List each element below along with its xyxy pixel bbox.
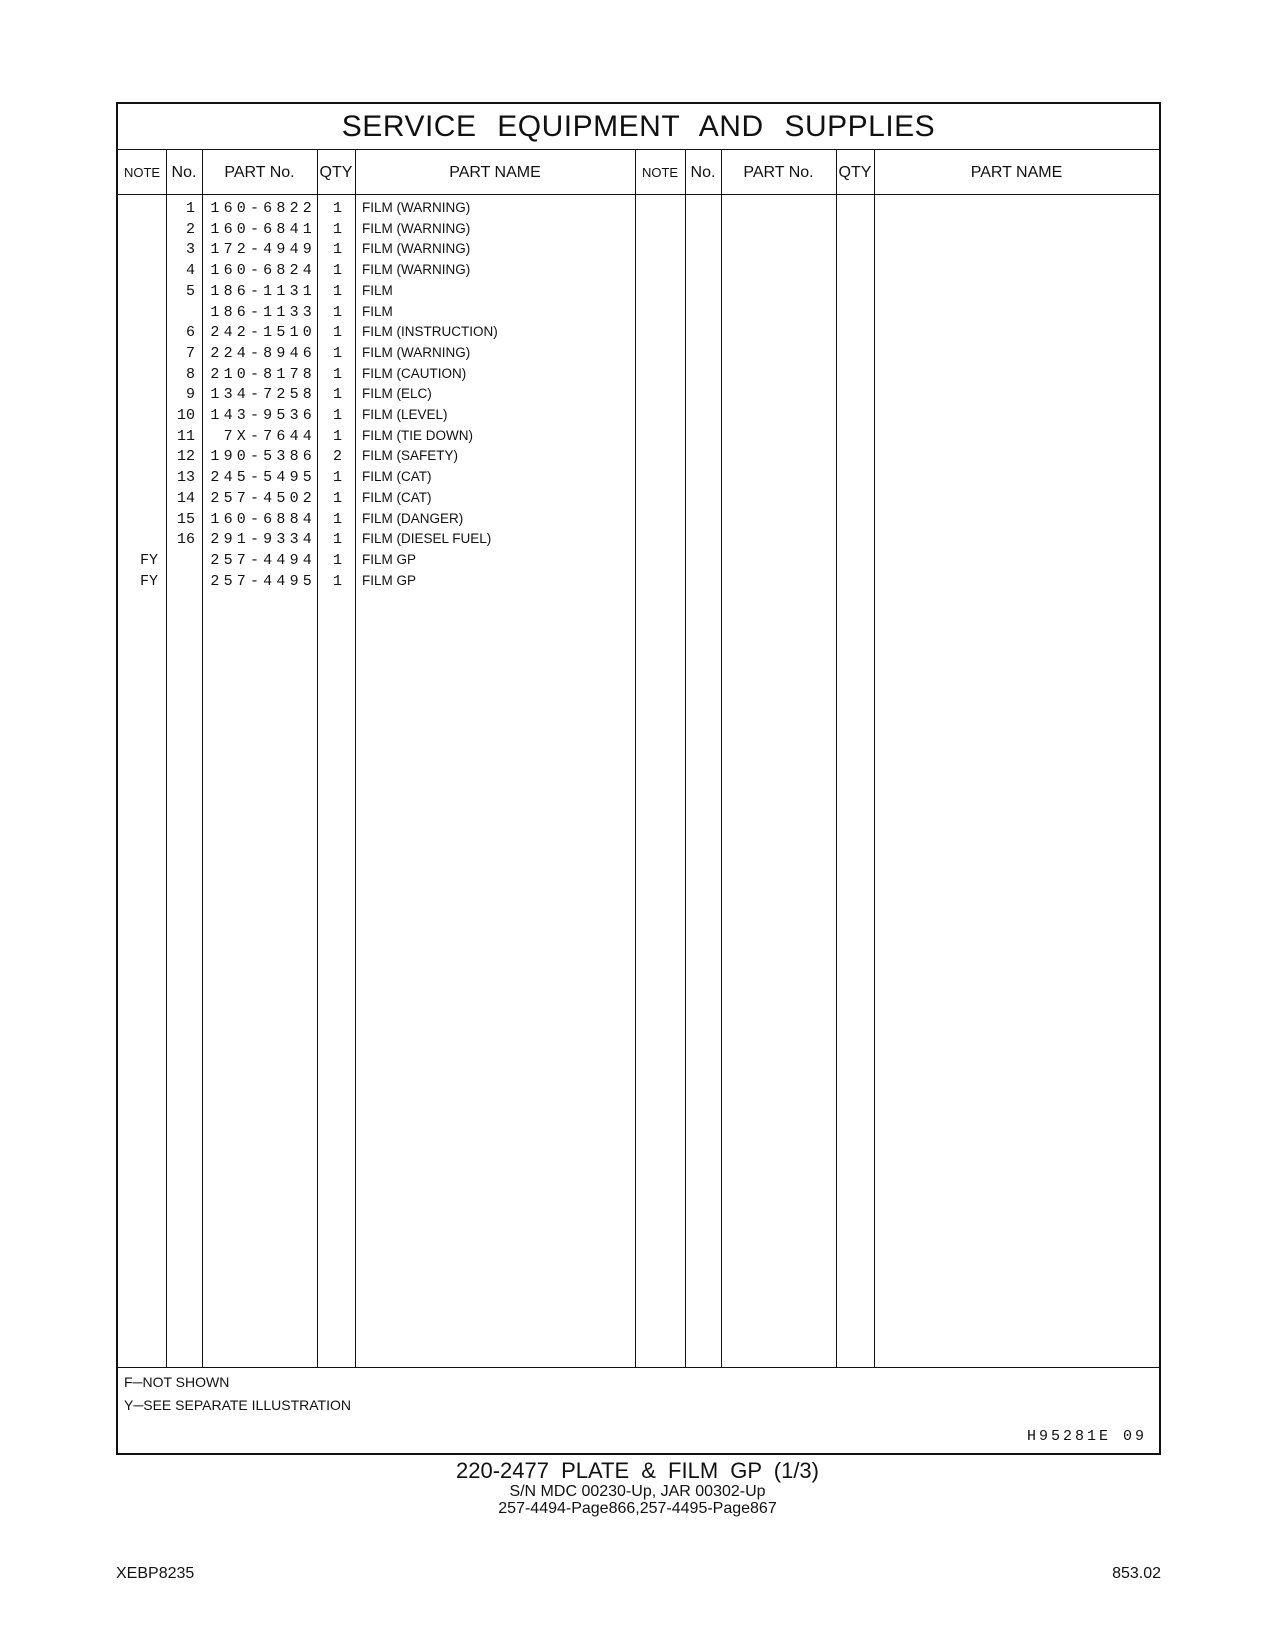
quantity-cell: 1 — [332, 510, 342, 528]
part-name-cell: FILM (INSTRUCTION) — [362, 324, 498, 340]
quantity-cell: 1 — [332, 365, 342, 383]
table-row — [118, 221, 1159, 243]
note-cell — [118, 448, 166, 465]
item-number-cell: 14 — [176, 489, 195, 507]
part-name-cell: FILM (LEVEL) — [362, 407, 448, 422]
table-row — [118, 345, 1159, 367]
part-number-cell: 134-7258 — [210, 386, 316, 404]
item-number-cell: 7 — [185, 344, 195, 362]
note-cell — [118, 469, 166, 486]
header-part-name: PART NAME — [449, 164, 541, 181]
table-row — [118, 324, 1159, 346]
note-cell — [118, 200, 166, 217]
part-number-cell: 186-1133 — [210, 303, 316, 321]
quantity-cell: 1 — [332, 531, 342, 549]
header-note-right: NOTE — [641, 165, 679, 180]
quantity-cell: 1 — [332, 489, 342, 507]
header-no: No. — [171, 164, 197, 181]
quantity-cell: 1 — [332, 303, 342, 321]
table-row — [118, 386, 1159, 408]
note-cell — [118, 304, 166, 321]
table-row — [118, 262, 1159, 284]
quantity-cell: 1 — [332, 407, 342, 424]
footnote-separate-illustration: Y─SEE SEPARATE ILLUSTRATION — [124, 1397, 351, 1413]
part-name-cell: FILM (WARNING) — [362, 262, 471, 278]
table-row — [118, 304, 1159, 326]
note-cell — [118, 552, 166, 569]
item-number-cell: 10 — [176, 407, 195, 424]
table-row — [118, 200, 1159, 222]
part-name-cell: FILM (WARNING) — [362, 200, 471, 215]
table-title: SERVICE EQUIPMENT AND SUPPLIES — [118, 104, 1159, 150]
part-number-cell: 257-4494 — [210, 551, 316, 569]
part-number-cell: 245-5495 — [210, 469, 316, 487]
item-number-cell: 6 — [185, 324, 195, 342]
note-cell — [118, 511, 166, 528]
quantity-cell: 1 — [332, 386, 342, 404]
quantity-cell: 1 — [332, 220, 342, 238]
part-number-cell: 7X-7644 — [223, 427, 316, 445]
part-number-cell: 291-9334 — [210, 531, 316, 549]
part-number-cell: 172-4949 — [210, 241, 316, 259]
note-cell — [118, 386, 166, 403]
note-cell — [118, 531, 166, 548]
note-cell — [118, 324, 166, 341]
part-name-cell: FILM (ELC) — [362, 386, 432, 402]
item-number-cell: 8 — [185, 365, 195, 383]
header-part-name-right: PART NAME — [970, 164, 1063, 181]
note-cell — [118, 366, 166, 383]
part-name-cell: FILM (SAFETY) — [362, 448, 459, 464]
item-number-cell: 9 — [185, 386, 195, 404]
quantity-cell: 1 — [332, 551, 342, 569]
footnote-not-shown: F─NOT SHOWN — [124, 1374, 230, 1390]
table-row — [118, 283, 1159, 305]
header-part-no: PART No. — [224, 164, 295, 181]
part-number-cell: 186-1131 — [210, 282, 316, 300]
item-number-cell: 12 — [176, 448, 195, 466]
table-row — [118, 407, 1159, 429]
serial-range: S/N MDC 00230-Up, JAR 00302-Up — [509, 1483, 766, 1500]
table-row — [118, 531, 1159, 553]
part-name-cell: FILM (TIE DOWN) — [362, 427, 473, 443]
table-footer — [118, 1367, 1159, 1457]
part-name-cell: FILM (CAT) — [362, 489, 432, 505]
header-qty: QTY — [319, 164, 353, 181]
item-number-cell: 16 — [176, 531, 195, 549]
parts-table — [116, 102, 1161, 1455]
quantity-cell: 1 — [332, 241, 342, 259]
part-number-cell: 143-9536 — [210, 407, 316, 424]
note-code: FY — [139, 551, 158, 569]
table-row — [118, 428, 1159, 450]
table-row — [118, 241, 1159, 263]
part-name-cell: FILM (CAUTION) — [362, 365, 467, 381]
part-number-cell: 210-8178 — [210, 365, 316, 383]
quantity-cell: 2 — [332, 448, 342, 466]
part-name-cell: FILM (DIESEL FUEL) — [362, 531, 492, 547]
item-number-cell: 13 — [176, 469, 195, 487]
part-name-cell: FILM (DANGER) — [362, 510, 464, 526]
part-number-cell: 160-6822 — [210, 200, 316, 217]
note-cell — [118, 490, 166, 507]
part-name-cell: FILM (WARNING) — [362, 241, 471, 257]
item-number-cell: 2 — [185, 220, 195, 238]
note-cell — [118, 221, 166, 238]
quantity-cell: 1 — [332, 324, 342, 342]
part-name-cell: FILM — [362, 282, 393, 298]
table-header — [118, 150, 1159, 195]
quantity-cell: 1 — [332, 572, 342, 590]
quantity-cell: 1 — [332, 282, 342, 300]
note-cell — [118, 345, 166, 362]
part-name-cell: FILM — [362, 303, 393, 319]
quantity-cell: 1 — [332, 262, 342, 280]
part-number-cell: 160-6841 — [210, 220, 316, 238]
item-number-cell: 4 — [185, 262, 195, 280]
part-number-cell: 224-8946 — [210, 344, 316, 362]
group-title: 220-2477 PLATE & FILM GP (1/3) — [455, 1458, 819, 1483]
table-row — [118, 469, 1159, 491]
item-number-cell: 1 — [185, 200, 195, 217]
page-number: 853.02 — [1112, 1565, 1161, 1582]
note-cell — [118, 283, 166, 300]
part-name-cell: FILM (CAT) — [362, 469, 432, 485]
table-row — [118, 511, 1159, 533]
note-cell — [118, 407, 166, 424]
header-qty-right: QTY — [838, 164, 872, 181]
header-part-no-right: PART No. — [743, 164, 814, 181]
part-number-cell: 257-4502 — [210, 489, 316, 507]
item-number-cell: 15 — [176, 510, 195, 528]
note-cell — [118, 573, 166, 590]
quantity-cell: 1 — [332, 344, 342, 362]
part-number-cell: 242-1510 — [210, 324, 316, 342]
part-number-cell: 160-6824 — [210, 262, 316, 280]
item-number-cell: 3 — [185, 241, 195, 259]
part-name-cell: FILM (WARNING) — [362, 344, 471, 360]
item-number-cell: 5 — [185, 282, 195, 300]
part-name-cell: FILM GP — [362, 551, 417, 567]
quantity-cell: 1 — [332, 200, 342, 217]
part-number-cell: 190-5386 — [210, 448, 316, 466]
table-row — [118, 448, 1159, 470]
quantity-cell: 1 — [332, 427, 342, 445]
note-cell — [118, 241, 166, 258]
part-name-cell: FILM (WARNING) — [362, 220, 471, 236]
item-number-cell: 11 — [176, 427, 195, 445]
quantity-cell: 1 — [332, 469, 342, 487]
table-row — [118, 573, 1159, 595]
part-name-cell: FILM GP — [362, 572, 417, 588]
table-row — [118, 552, 1159, 574]
table-row — [118, 490, 1159, 512]
part-number-cell: 257-4495 — [210, 572, 316, 590]
part-number-cell: 160-6884 — [210, 510, 316, 528]
note-cell — [118, 262, 166, 279]
header-no-right: No. — [690, 164, 716, 181]
header-note: NOTE — [123, 165, 161, 180]
note-cell — [118, 428, 166, 445]
table-row — [118, 366, 1159, 388]
note-code: FY — [139, 572, 158, 590]
drawing-reference: H95281E 09 — [1026, 1428, 1147, 1445]
page-references: 257-4494-Page866,257-4495-Page867 — [498, 1500, 777, 1517]
document-id: XEBP8235 — [116, 1565, 195, 1582]
